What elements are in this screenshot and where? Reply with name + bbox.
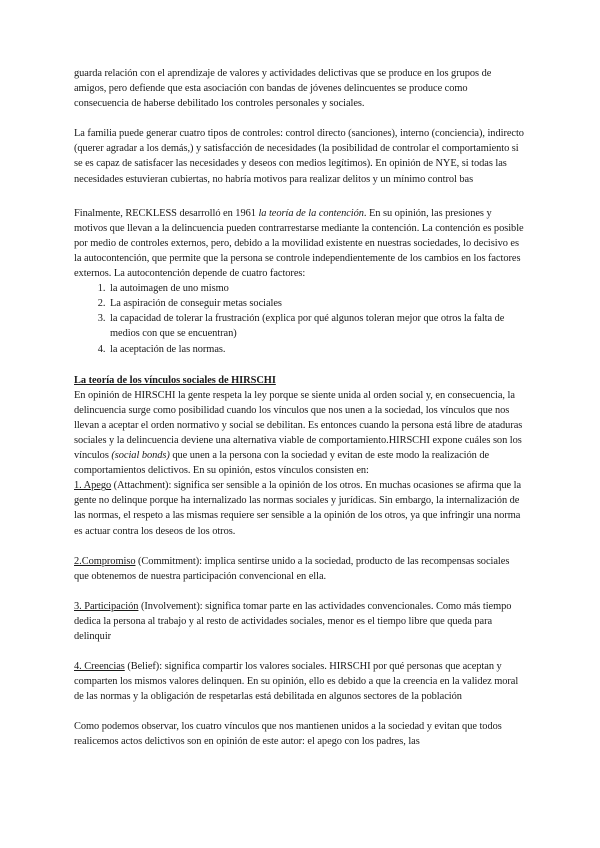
social-bonds-term: (social bonds) [111, 450, 170, 462]
bond-creencias-text: (Belief): significa compartir los valores sociales. HIRSCHI por qué personas que aceptan y comparten los mismos valores delinquen. En su opinión, ello es debido a que la creencia en la validez moral de las normas y la obligación de respetarlas está debilitada en algunos sectores de la población [74, 661, 519, 703]
hirschi-text-end: que unen a la persona con la sociedad y evitan de este modo la realización de comportamientos delictivos. En su opinión, estos vínculos consisten en: [74, 450, 490, 477]
bond-creencias [74, 659, 524, 704]
factor-item-2: 2. La aspiración de conseguir metas sociales [108, 296, 524, 311]
hirschi-text-start: En opinión de HIRSCHI la gente respeta la ley porque se siente unida al orden social y, en consecuencia, la delincuencia surge como posibilidad cuando los vínculos que nos unen a la sociedad, los vínculos que nos llevan a aceptar el orden normativo y social se debilitan. Es entonces cuando la persona está libre de ataduras sociales y la delincuencia deviene una alternativa viable de comportamiento.HIRSCHI expone cuáles son los vínculos [74, 389, 523, 462]
bond-creencias-label: 4. Creencias [74, 661, 125, 673]
factors-list [74, 281, 524, 356]
reckless-text-start: Finalmente, RECKLESS desarrolló en 1961 [74, 207, 259, 219]
bond-compromiso-label: 2.Compromiso [74, 555, 136, 567]
factor-item-4: 4. la aceptación de las normas. [108, 342, 524, 357]
section-heading-hirschi: La teoría de los vínculos sociales de HIRSCHI [74, 374, 276, 386]
bond-compromiso [74, 554, 524, 584]
bond-compromiso-text: (Commitment): implica sentirse unido a la sociedad, producto de las recompensas sociales que obtenemos de nuestra participación convencional en ella. [74, 555, 510, 582]
paragraph-conclusion: Como podemos observar, los cuatro vínculos que nos mantienen unidos a la sociedad y evitan que todos realicemos actos delictivos son en opinión de este autor: el apego con los padres, las [74, 721, 502, 748]
bond-participacion-text: (Involvement): significa tomar parte en las actividades convencionales. Como más tiempo dedica la persona al trabajo y al resto de actividades sociales, menor es el tiempo libre que queda para delinquir [74, 600, 512, 642]
paragraph-intro: guarda relación con el aprendizaje de valores y actividades delictivas que se produce en los grupos de amigos, pero defiende que esta asociación con bandas de jóvenes delincuentes se produce como consecuencia de haberse debilitado los controles personales y sociales. [74, 68, 492, 110]
bond-participacion-label: 3. Participación [74, 600, 139, 612]
bond-apego [74, 478, 524, 538]
reckless-text-end: . En su opinión, las presiones y motivos que llevan a la delincuencia pueden contrarrestarse mediante la contención. La contención es posible por medio de controles externos, pero, debido a la movilidad existente en nuestras sociedades, lo decisivo es la autocontención, que permite que la persona se controle independientemente de los cambios en los factores externos. La autocontención depende de cuatro factores: [74, 207, 524, 280]
paragraph-family-controls: La familia puede generar cuatro tipos de controles: control directo (sanciones), interno (conciencia), indirecto (querer agradar a los demás,) y satisfacción de necesidades (la posibilidad de controlar el comportamiento si se es capaz de satisfacer las necesidades y deseos con medios legítimos). En opinión de NYE, si todas las necesidades estuvieran cubiertas, no habría motivos para realizar delitos y un mínimo control bas [74, 128, 524, 185]
bond-apego-text: (Attachment): significa ser sensible a la opinión de los otros. En muchas ocasiones se afirma que la gente no delinque porque ha internalizado las normas sociales y jurídicas. Sin embargo, la internalización de las normas, el respeto a las mismas requiere ser sensible a la opinión de los otros, ya que infringir una norma es actuar contra los deseos de los otros. [74, 480, 522, 537]
factor-item-1: 1. la autoimagen de uno mismo [108, 281, 524, 296]
paragraph-hirschi [74, 388, 524, 479]
bond-participacion [74, 599, 524, 644]
bond-apego-label: 1. Apego [74, 480, 112, 492]
paragraph-reckless [74, 206, 524, 281]
reckless-theory-title: la teoría de la contención [258, 207, 364, 219]
factor-item-3: 3. la capacidad de tolerar la frustración (explica por qué algunos toleran mejor que otros la falta de medios con que se encuentran) [108, 311, 524, 341]
